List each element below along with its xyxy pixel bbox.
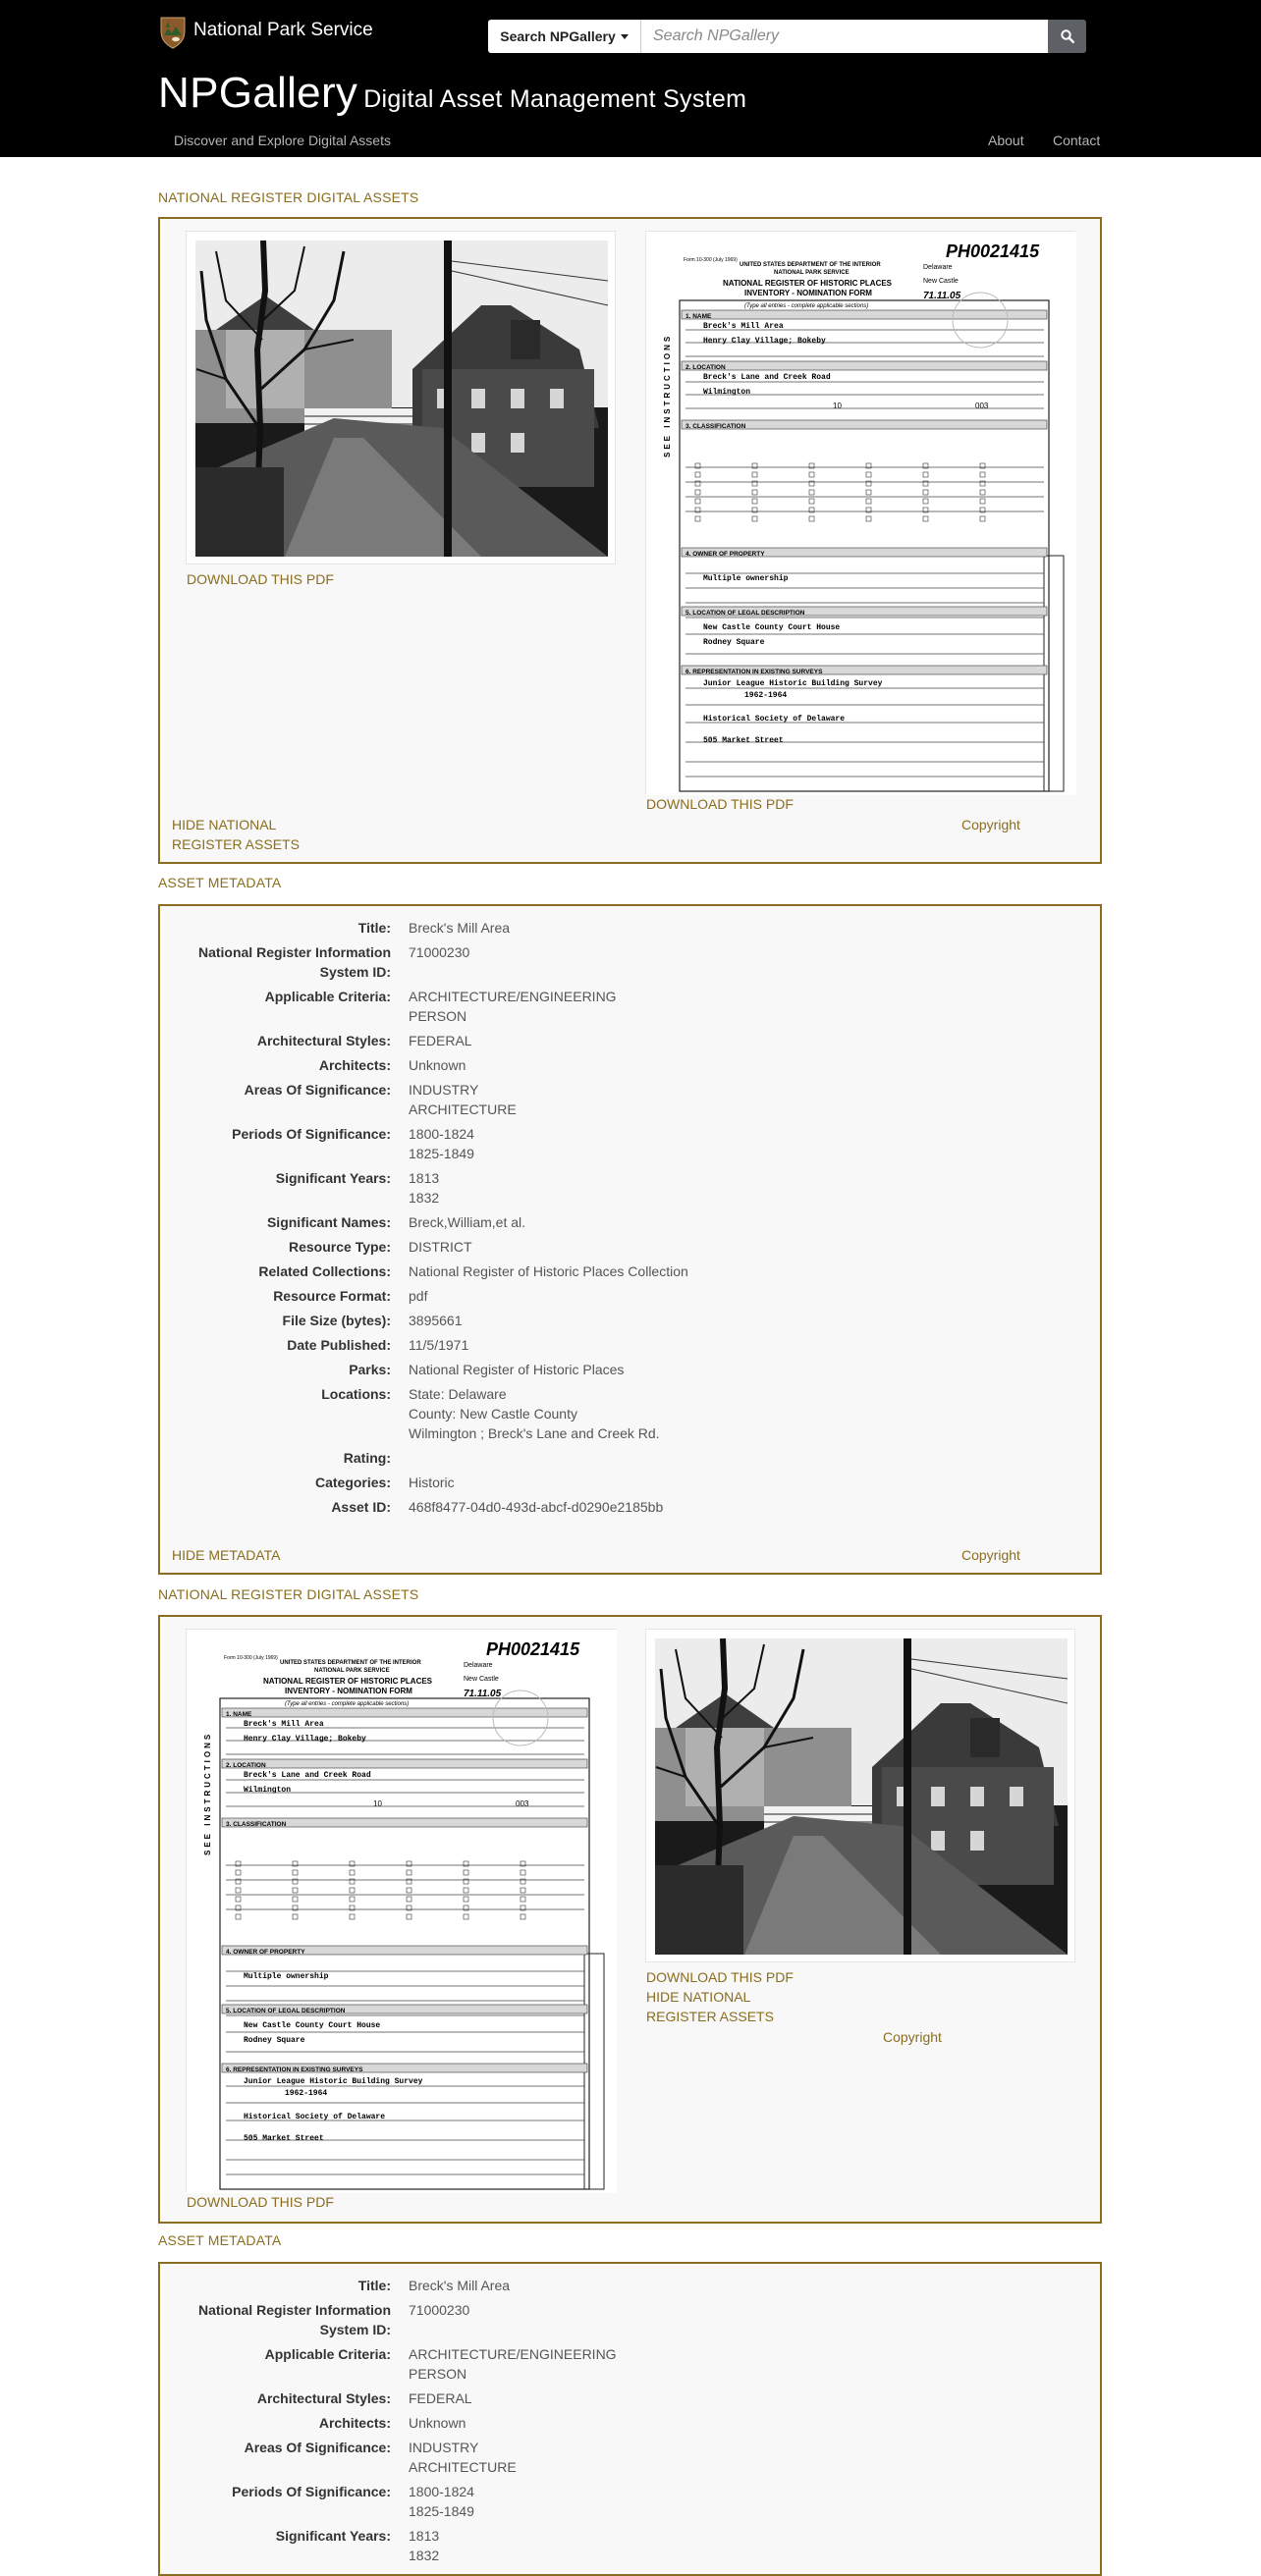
tagline-link[interactable]: Discover and Explore Digital Assets (174, 133, 391, 148)
metadata-value (409, 2344, 1037, 2384)
metadata-value (409, 1261, 1037, 1281)
metadata-value (409, 2276, 1037, 2295)
svg-text:Henry Clay Village; Bokeby: Henry Clay Village; Bokeby (703, 337, 826, 346)
svg-text:INVENTORY - NOMINATION FORM: INVENTORY - NOMINATION FORM (744, 289, 872, 297)
metadata-value-line: FEDERAL (409, 2390, 472, 2406)
svg-text:1. NAME: 1. NAME (685, 313, 712, 320)
svg-text:(Type all entries - complete a: (Type all entries - complete applicable sections) (285, 1701, 410, 1707)
svg-text:1962-1964: 1962-1964 (744, 691, 788, 700)
svg-text:Breck's Mill Area: Breck's Mill Area (244, 1720, 324, 1729)
svg-text:Form 10-300 (July 1969): Form 10-300 (July 1969) (684, 257, 738, 263)
svg-text:003: 003 (975, 402, 989, 410)
search-scope-label: Search NPGallery (500, 28, 616, 44)
svg-text:Delaware: Delaware (464, 1662, 493, 1669)
metadata-label: Areas Of Significance: (244, 1082, 391, 1098)
search-scope-dropdown[interactable] (488, 20, 641, 53)
svg-text:6. REPRESENTATION IN EXISTING: 6. REPRESENTATION IN EXISTING SURVEYS (226, 2066, 363, 2073)
metadata-label: Date Published: (287, 1337, 391, 1353)
brand-name: NPGallery (158, 69, 358, 117)
metadata-value-line: Unknown (409, 1057, 466, 1073)
svg-text:Junior League Historic Buildin: Junior League Historic Building Survey (703, 679, 883, 688)
nomination-form-image (187, 1630, 617, 2193)
metadata-value (409, 1212, 1037, 1232)
svg-text:New Castle: New Castle (464, 1676, 499, 1683)
metadata-value-line: 3895661 (409, 1313, 463, 1328)
metadata-value (409, 1473, 1037, 1492)
svg-text:SEE INSTRUCTIONS: SEE INSTRUCTIONS (663, 333, 672, 457)
download-pdf-link[interactable]: DOWNLOAD THIS PDF (646, 1969, 794, 1985)
svg-text:4. OWNER OF PROPERTY: 4. OWNER OF PROPERTY (226, 1949, 305, 1956)
org-name[interactable]: National Park Service (193, 20, 373, 40)
svg-text:5. LOCATION OF LEGAL DESCRIPTI: 5. LOCATION OF LEGAL DESCRIPTION (685, 610, 805, 617)
download-pdf-link[interactable]: DOWNLOAD THIS PDF (646, 796, 794, 812)
metadata-value (409, 1384, 1037, 1443)
hide-assets-line: HIDE NATIONAL (646, 1989, 751, 2005)
metadata-value-line: ARCHITECTURE/ENGINEERING (409, 989, 617, 1004)
svg-text:Rodney Square: Rodney Square (703, 638, 765, 647)
assets-panel (158, 1615, 1102, 2224)
svg-text:INVENTORY - NOMINATION FORM: INVENTORY - NOMINATION FORM (285, 1687, 412, 1695)
metadata-value (409, 1055, 1037, 1075)
metadata-label: Architects: (318, 2415, 391, 2431)
svg-text:5. LOCATION OF LEGAL DESCRIPTI: 5. LOCATION OF LEGAL DESCRIPTION (226, 2008, 346, 2014)
svg-text:NATIONAL PARK SERVICE: NATIONAL PARK SERVICE (774, 270, 850, 276)
metadata-panel (158, 904, 1102, 1575)
metadata-value-line: National Register of Historic Places Collection (409, 1263, 688, 1279)
metadata-label: Significant Years: (275, 2528, 391, 2544)
copyright-link[interactable]: Copyright (961, 1547, 1020, 1563)
metadata-value (409, 1080, 1037, 1119)
metadata-value (409, 2482, 1037, 2521)
metadata-label: Resource Type: (289, 1239, 391, 1255)
metadata-value-line: 1832 (409, 1190, 440, 1206)
svg-text:NATIONAL REGISTER OF HISTORIC: NATIONAL REGISTER OF HISTORIC PLACES (263, 1677, 433, 1686)
metadata-value-line: DISTRICT (409, 1239, 472, 1255)
hide-metadata-link[interactable]: HIDE METADATA (172, 1547, 281, 1563)
svg-text:1. NAME: 1. NAME (226, 1711, 252, 1718)
svg-text:NATIONAL PARK SERVICE: NATIONAL PARK SERVICE (314, 1668, 390, 1674)
svg-text:Form 10-300 (July 1969): Form 10-300 (July 1969) (224, 1655, 278, 1661)
svg-text:505 Market Street: 505 Market Street (703, 736, 784, 745)
metadata-label: Title: (357, 920, 391, 936)
hide-assets-link[interactable] (172, 815, 300, 854)
svg-text:Henry Clay Village; Bokeby: Henry Clay Village; Bokeby (244, 1735, 366, 1744)
metadata-value-line: FEDERAL (409, 1033, 472, 1048)
download-pdf-link[interactable]: DOWNLOAD THIS PDF (187, 2194, 334, 2210)
svg-text:New Castle County Court House: New Castle County Court House (703, 623, 841, 632)
metadata-value (409, 942, 1037, 962)
svg-text:Junior League Historic Buildin: Junior League Historic Building Survey (244, 2077, 423, 2086)
svg-text:505 Market Street: 505 Market Street (244, 2134, 324, 2143)
svg-text:003: 003 (516, 1799, 529, 1808)
copyright-link[interactable]: Copyright (883, 2029, 942, 2045)
metadata-label: Periods Of Significance: (232, 1126, 391, 1142)
metadata-value (409, 2526, 1037, 2565)
metadata-value (409, 2413, 1037, 2433)
metadata-label: Architects: (318, 1057, 391, 1073)
brand-title[interactable] (158, 69, 746, 118)
assets-section-title: NATIONAL REGISTER DIGITAL ASSETS (158, 1586, 419, 1602)
metadata-value (409, 1124, 1037, 1163)
metadata-value-line: Breck's Mill Area (409, 920, 511, 936)
metadata-label: Rating: (343, 1450, 391, 1466)
svg-text:10: 10 (373, 1799, 382, 1808)
svg-text:Wilmington: Wilmington (244, 1786, 292, 1795)
metadata-value (409, 1360, 1037, 1379)
hide-assets-link[interactable] (646, 1987, 774, 2026)
metadata-value (409, 1031, 1037, 1050)
metadata-value (409, 1286, 1037, 1306)
metadata-label: Significant Names: (266, 1214, 391, 1230)
photo-thumbnail[interactable] (186, 231, 616, 564)
metadata-value (409, 1335, 1037, 1355)
metadata-value-line: 11/5/1971 (409, 1337, 469, 1353)
metadata-label: Periods Of Significance: (232, 2484, 391, 2499)
metadata-value-line: PERSON (409, 1008, 467, 1024)
metadata-label: National Register Information System ID: (197, 2302, 391, 2337)
search-button[interactable] (1048, 20, 1086, 53)
svg-text:New Castle: New Castle (923, 278, 959, 285)
metadata-value-line: Unknown (409, 2415, 466, 2431)
search-bar (488, 20, 1086, 53)
metadata-value-line: County: New Castle County (409, 1406, 577, 1422)
metadata-section-title: ASSET METADATA (158, 2232, 282, 2248)
metadata-value-line: National Register of Historic Places (409, 1362, 625, 1377)
historic-photo-image (646, 1630, 1076, 1963)
metadata-value-line: 1813 (409, 2528, 440, 2544)
metadata-value-line: Historic (409, 1475, 455, 1490)
svg-text:SEE INSTRUCTIONS: SEE INSTRUCTIONS (203, 1731, 212, 1855)
metadata-value-line: State: Delaware (409, 1386, 507, 1402)
metadata-value-line: 1832 (409, 2548, 440, 2563)
metadata-label: File Size (bytes): (282, 1313, 391, 1328)
svg-text:10: 10 (833, 402, 842, 410)
svg-text:UNITED STATES DEPARTMENT OF TH: UNITED STATES DEPARTMENT OF THE INTERIOR (280, 1660, 421, 1666)
brand-subtitle: Digital Asset Management System (363, 85, 747, 113)
photo-thumbnail[interactable] (645, 1629, 1075, 1962)
svg-text:1962-1964: 1962-1964 (285, 2089, 328, 2098)
svg-text:4. OWNER OF PROPERTY: 4. OWNER OF PROPERTY (685, 551, 765, 558)
metadata-value-line: INDUSTRY (409, 2440, 479, 2455)
metadata-label: Categories: (314, 1475, 391, 1490)
metadata-value-line: 1800-1824 (409, 1126, 474, 1142)
svg-text:Breck's Lane and Creek Road: Breck's Lane and Creek Road (244, 1771, 371, 1780)
caret-down-icon (621, 34, 629, 39)
search-icon (1061, 29, 1074, 43)
metadata-value-line: 1825-1849 (409, 1146, 474, 1161)
metadata-label: Asset ID: (331, 1499, 391, 1515)
svg-text:New Castle County Court House: New Castle County Court House (244, 2021, 381, 2030)
metadata-value-line: 1825-1849 (409, 2503, 474, 2519)
metadata-value-line: ARCHITECTURE (409, 1101, 517, 1117)
metadata-value (409, 2388, 1037, 2408)
metadata-value-line: 1800-1824 (409, 2484, 474, 2499)
metadata-value-line: 1813 (409, 1170, 440, 1186)
hide-assets-line: REGISTER ASSETS (172, 836, 300, 852)
metadata-value-line: ARCHITECTURE/ENGINEERING (409, 2346, 617, 2362)
hide-assets-line: REGISTER ASSETS (646, 2009, 774, 2024)
svg-text:UNITED STATES DEPARTMENT OF TH: UNITED STATES DEPARTMENT OF THE INTERIOR (740, 262, 881, 268)
metadata-section-title: ASSET METADATA (158, 875, 282, 890)
svg-text:Multiple ownership: Multiple ownership (244, 1972, 329, 1981)
svg-text:Rodney Square: Rodney Square (244, 2036, 305, 2045)
svg-text:Delaware: Delaware (923, 264, 953, 271)
nav-contact[interactable]: Contact (1053, 133, 1101, 148)
svg-text:2. LOCATION: 2. LOCATION (226, 1762, 266, 1769)
metadata-label: Related Collections: (258, 1263, 391, 1279)
hide-assets-line: HIDE NATIONAL (172, 817, 277, 832)
metadata-label: Applicable Criteria: (264, 989, 391, 1004)
metadata-value (409, 2300, 1037, 2320)
metadata-value-line: 71000230 (409, 2302, 470, 2318)
metadata-value (409, 918, 1037, 938)
svg-text:71.11.05: 71.11.05 (464, 1689, 502, 1699)
svg-text:3. CLASSIFICATION: 3. CLASSIFICATION (226, 1821, 287, 1828)
metadata-label: Resource Format: (273, 1288, 391, 1304)
svg-text:PH0021415: PH0021415 (486, 1639, 580, 1659)
metadata-value-line: INDUSTRY (409, 1082, 479, 1098)
svg-text:Historical Society of Delaware: Historical Society of Delaware (703, 715, 846, 724)
svg-text:2. LOCATION: 2. LOCATION (685, 364, 726, 371)
metadata-label: Applicable Criteria: (264, 2346, 391, 2362)
svg-text:Breck's Mill Area: Breck's Mill Area (703, 322, 784, 331)
metadata-label: Architectural Styles: (256, 1033, 391, 1048)
svg-text:71.11.05: 71.11.05 (923, 291, 961, 301)
metadata-label: Areas Of Significance: (244, 2440, 391, 2455)
svg-text:Wilmington: Wilmington (703, 388, 751, 397)
metadata-value (409, 1311, 1037, 1330)
metadata-label: National Register Information System ID: (197, 944, 391, 980)
metadata-value (409, 1168, 1037, 1208)
assets-section-title: NATIONAL REGISTER DIGITAL ASSETS (158, 189, 419, 205)
metadata-label: Title: (357, 2278, 391, 2293)
nav-about[interactable]: About (988, 133, 1024, 148)
metadata-value (409, 987, 1037, 1026)
metadata-value-line: pdf (409, 1288, 428, 1304)
assets-panel (158, 217, 1102, 864)
svg-text:PH0021415: PH0021415 (946, 242, 1040, 261)
nomination-form-thumbnail[interactable] (186, 1629, 616, 2192)
metadata-panel (158, 2262, 1102, 2576)
arrowhead-logo-icon[interactable] (159, 16, 187, 49)
search-input[interactable] (641, 20, 1048, 53)
svg-text:3. CLASSIFICATION: 3. CLASSIFICATION (685, 423, 746, 430)
metadata-value-line: Breck's Mill Area (409, 2278, 511, 2293)
svg-text:Breck's Lane and Creek Road: Breck's Lane and Creek Road (703, 373, 831, 382)
site-header (0, 0, 1261, 157)
metadata-label: Parks: (349, 1362, 391, 1377)
nomination-form-image (646, 232, 1076, 795)
svg-text:(Type all entries - complete a: (Type all entries - complete applicable sections) (744, 303, 869, 309)
svg-text:6. REPRESENTATION IN EXISTING: 6. REPRESENTATION IN EXISTING SURVEYS (685, 669, 823, 675)
metadata-label: Architectural Styles: (256, 2390, 391, 2406)
metadata-value-line: PERSON (409, 2366, 467, 2382)
metadata-value (409, 1497, 1037, 1517)
svg-text:Multiple ownership: Multiple ownership (703, 574, 789, 583)
download-pdf-link[interactable]: DOWNLOAD THIS PDF (187, 571, 334, 587)
metadata-value-line: ARCHITECTURE (409, 2459, 517, 2475)
copyright-link[interactable]: Copyright (961, 817, 1020, 832)
svg-text:Historical Society of Delaware: Historical Society of Delaware (244, 2113, 386, 2121)
historic-photo-image (187, 232, 617, 565)
metadata-value-line: Wilmington ; Breck's Lane and Creek Rd. (409, 1425, 660, 1441)
metadata-value (409, 2438, 1037, 2477)
metadata-value-line: 468f8477-04d0-493d-abcf-d0290e2185bb (409, 1499, 664, 1515)
nomination-form-thumbnail[interactable] (645, 231, 1075, 794)
svg-text:NATIONAL REGISTER OF HISTORIC: NATIONAL REGISTER OF HISTORIC PLACES (723, 279, 893, 288)
metadata-label: Significant Years: (275, 1170, 391, 1186)
metadata-value-line: Breck,William,et al. (409, 1214, 526, 1230)
metadata-value-line: 71000230 (409, 944, 470, 960)
metadata-label: Locations: (321, 1386, 391, 1402)
metadata-value (409, 1237, 1037, 1257)
